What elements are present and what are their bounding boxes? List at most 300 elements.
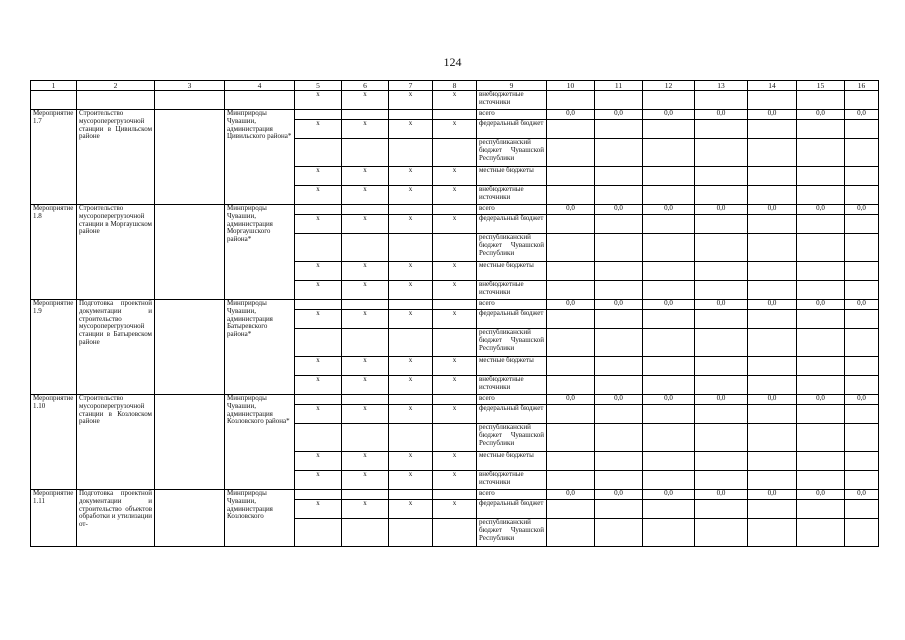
funding-value: 0,0: [595, 300, 643, 310]
funding-value: [797, 357, 845, 376]
event-title: Строительство мусороперегрузочной станции в Козловском районе: [77, 395, 155, 490]
funding-value: [797, 139, 845, 167]
empty-cell: [845, 91, 879, 110]
funding-value: [643, 262, 695, 281]
funding-value: [695, 452, 748, 471]
funding-value: [643, 120, 695, 139]
funding-value: [748, 167, 797, 186]
column-number: 14: [748, 81, 797, 91]
funding-value: [595, 215, 643, 234]
funding-value: [547, 519, 595, 547]
funding-value: [595, 167, 643, 186]
x-mark: х: [342, 262, 389, 281]
x-mark: х: [295, 262, 342, 281]
event-title: Подготовка проектной документации и строительство объектов обработки и утилизации от-: [77, 490, 155, 547]
x-mark: [433, 139, 477, 167]
funding-value: [643, 310, 695, 329]
funding-value: [845, 281, 879, 300]
table-row: [31, 490, 879, 500]
x-mark: х: [389, 452, 433, 471]
x-mark: [342, 234, 389, 262]
x-mark: [389, 329, 433, 357]
x-mark: х: [389, 215, 433, 234]
funding-source: местные бюджеты: [477, 262, 547, 281]
funding-source: федеральный бюджет: [477, 310, 547, 329]
funding-source: местные бюджеты: [477, 452, 547, 471]
funding-value: [643, 519, 695, 547]
funding-source: внебюджетные источники: [477, 471, 547, 490]
funding-value: 0,0: [695, 110, 748, 120]
funding-value: [595, 357, 643, 376]
funding-value: 0,0: [547, 300, 595, 310]
funding-value: [748, 405, 797, 424]
x-mark: [433, 490, 477, 500]
empty-cell: [748, 91, 797, 110]
funding-source: всего: [477, 490, 547, 500]
x-mark: [389, 110, 433, 120]
x-mark: х: [342, 500, 389, 519]
funding-value: [845, 120, 879, 139]
funding-value: [643, 234, 695, 262]
funding-value: [547, 329, 595, 357]
x-mark: х: [433, 262, 477, 281]
event-number: Мероприятие 1.8: [31, 205, 77, 300]
funding-value: [695, 234, 748, 262]
funding-value: [845, 376, 879, 395]
x-mark: х: [433, 452, 477, 471]
x-mark: х: [433, 167, 477, 186]
funding-value: [595, 500, 643, 519]
funding-value: [797, 281, 845, 300]
x-mark: х: [342, 281, 389, 300]
x-mark: х: [342, 310, 389, 329]
x-mark: [295, 519, 342, 547]
funding-value: [595, 329, 643, 357]
x-mark: х: [342, 471, 389, 490]
funding-value: 0,0: [595, 205, 643, 215]
funding-value: [797, 167, 845, 186]
funding-value: [748, 120, 797, 139]
funding-value: [547, 281, 595, 300]
funding-value: [748, 329, 797, 357]
x-mark: х: [342, 167, 389, 186]
funding-source: внебюджетные источники: [477, 376, 547, 395]
event-executor: Минприроды Чувашии, администрация Моргаушского района*: [225, 205, 295, 300]
funding-value: [595, 471, 643, 490]
funding-value: [695, 500, 748, 519]
column-number: 4: [225, 81, 295, 91]
funding-value: [643, 424, 695, 452]
funding-value: [643, 357, 695, 376]
event-number: Мероприятие 1.7: [31, 110, 77, 205]
funding-value: [643, 376, 695, 395]
column-number: 3: [155, 81, 225, 91]
x-mark: [389, 395, 433, 405]
x-mark: х: [389, 310, 433, 329]
x-mark: х: [433, 91, 477, 110]
x-mark: [342, 205, 389, 215]
funding-value: [547, 262, 595, 281]
x-mark: х: [342, 215, 389, 234]
funding-value: [695, 424, 748, 452]
column-number: 13: [695, 81, 748, 91]
x-mark: [433, 519, 477, 547]
funding-value: 0,0: [748, 110, 797, 120]
column-number: 6: [342, 81, 389, 91]
empty-cell: [547, 91, 595, 110]
x-mark: х: [389, 91, 433, 110]
funding-value: [695, 281, 748, 300]
column-number: 1: [31, 81, 77, 91]
funding-source: федеральный бюджет: [477, 500, 547, 519]
empty-cell: [225, 91, 295, 110]
funding-value: 0,0: [643, 490, 695, 500]
funding-value: [845, 262, 879, 281]
x-mark: [389, 490, 433, 500]
funding-value: [797, 519, 845, 547]
funding-value: [797, 471, 845, 490]
funding-value: 0,0: [797, 300, 845, 310]
funding-value: [797, 500, 845, 519]
funding-source: республиканский бюджет Чувашской Республики: [477, 329, 547, 357]
funding-value: [845, 310, 879, 329]
x-mark: х: [295, 167, 342, 186]
x-mark: х: [433, 500, 477, 519]
funding-value: 0,0: [845, 395, 879, 405]
x-mark: [342, 139, 389, 167]
funding-value: [595, 405, 643, 424]
x-mark: [295, 395, 342, 405]
x-mark: х: [342, 405, 389, 424]
x-mark: [342, 424, 389, 452]
funding-value: 0,0: [797, 110, 845, 120]
funding-source: республиканский бюджет Чувашской Республики: [477, 519, 547, 547]
funding-value: [748, 471, 797, 490]
funding-value: [845, 215, 879, 234]
funding-value: [643, 329, 695, 357]
x-mark: [295, 139, 342, 167]
funding-value: 0,0: [845, 110, 879, 120]
funding-value: [748, 215, 797, 234]
x-mark: х: [433, 357, 477, 376]
funding-value: [845, 471, 879, 490]
column-number: 9: [477, 81, 547, 91]
funding-value: 0,0: [797, 205, 845, 215]
funding-value: [595, 262, 643, 281]
x-mark: [295, 300, 342, 310]
funding-value: [643, 139, 695, 167]
funding-value: [695, 376, 748, 395]
funding-value: [695, 167, 748, 186]
x-mark: [295, 110, 342, 120]
funding-value: [695, 310, 748, 329]
funding-value: [595, 519, 643, 547]
funding-source: внебюджетные источники: [477, 281, 547, 300]
funding-value: [643, 471, 695, 490]
x-mark: [433, 110, 477, 120]
funding-source: федеральный бюджет: [477, 215, 547, 234]
funding-source: местные бюджеты: [477, 167, 547, 186]
x-mark: х: [433, 471, 477, 490]
x-mark: х: [295, 357, 342, 376]
funding-value: 0,0: [845, 205, 879, 215]
funding-value: [695, 139, 748, 167]
funding-value: [595, 376, 643, 395]
x-mark: х: [295, 91, 342, 110]
empty-cell: [31, 91, 77, 110]
empty-cell: [695, 91, 748, 110]
x-mark: х: [342, 120, 389, 139]
funding-value: 0,0: [643, 110, 695, 120]
x-mark: х: [433, 215, 477, 234]
empty-cell: [643, 91, 695, 110]
column-number: 12: [643, 81, 695, 91]
funding-value: [797, 186, 845, 205]
funding-value: [547, 500, 595, 519]
x-mark: х: [295, 215, 342, 234]
x-mark: [295, 234, 342, 262]
funding-value: [748, 357, 797, 376]
funding-value: [797, 376, 845, 395]
funding-value: [643, 215, 695, 234]
funding-value: [547, 139, 595, 167]
x-mark: [433, 424, 477, 452]
table-row: [31, 205, 879, 215]
x-mark: х: [389, 357, 433, 376]
funding-value: [547, 452, 595, 471]
x-mark: х: [389, 405, 433, 424]
event-executor: Минприроды Чувашии, администрация Козловского района*: [225, 395, 295, 490]
funding-source: республиканский бюджет Чувашской Республики: [477, 234, 547, 262]
funding-value: [797, 424, 845, 452]
event-title: Подготовка проектной документации и строительство мусороперегрузочной станции в Батыревском районе: [77, 300, 155, 395]
x-mark: х: [389, 281, 433, 300]
funding-value: [595, 281, 643, 300]
event-executor: Минприроды Чувашии, администрация Цивильского района*: [225, 110, 295, 205]
empty-cell: [155, 91, 225, 110]
funding-value: [845, 452, 879, 471]
x-mark: х: [342, 186, 389, 205]
funding-source: всего: [477, 300, 547, 310]
funding-value: [797, 329, 845, 357]
column-number: 15: [797, 81, 845, 91]
funding-value: [748, 234, 797, 262]
funding-value: [695, 215, 748, 234]
x-mark: [342, 395, 389, 405]
x-mark: х: [433, 281, 477, 300]
x-mark: х: [433, 376, 477, 395]
funding-value: [845, 424, 879, 452]
funding-value: [748, 262, 797, 281]
x-mark: х: [389, 471, 433, 490]
funding-value: [845, 234, 879, 262]
x-mark: х: [295, 120, 342, 139]
funding-value: [595, 310, 643, 329]
funding-value: 0,0: [547, 395, 595, 405]
event-title: Строительство мусороперегрузочной станции в Моргаушском районе: [77, 205, 155, 300]
funding-value: [695, 405, 748, 424]
empty-cell: [155, 490, 225, 547]
funding-value: [695, 186, 748, 205]
funding-value: [695, 357, 748, 376]
x-mark: х: [433, 310, 477, 329]
x-mark: х: [389, 120, 433, 139]
x-mark: [295, 490, 342, 500]
funding-value: [748, 424, 797, 452]
column-number: 11: [595, 81, 643, 91]
x-mark: х: [342, 357, 389, 376]
x-mark: х: [389, 167, 433, 186]
column-number: 7: [389, 81, 433, 91]
funding-value: [797, 405, 845, 424]
event-number: Мероприятие 1.11: [31, 490, 77, 547]
funding-value: 0,0: [643, 205, 695, 215]
x-mark: х: [433, 120, 477, 139]
empty-cell: [595, 91, 643, 110]
funding-value: 0,0: [695, 395, 748, 405]
funding-value: [748, 139, 797, 167]
funding-value: [595, 424, 643, 452]
x-mark: [433, 300, 477, 310]
event-number: Мероприятие 1.9: [31, 300, 77, 395]
funding-source: федеральный бюджет: [477, 405, 547, 424]
x-mark: х: [295, 471, 342, 490]
x-mark: [295, 329, 342, 357]
funding-value: 0,0: [748, 300, 797, 310]
empty-cell: [155, 395, 225, 490]
funding-value: 0,0: [595, 490, 643, 500]
funding-source: всего: [477, 205, 547, 215]
x-mark: [342, 110, 389, 120]
funding-value: 0,0: [748, 205, 797, 215]
funding-value: [547, 234, 595, 262]
table-row: [31, 110, 879, 120]
event-executor: Минприроды Чувашии, администрация Козловского: [225, 490, 295, 547]
funding-value: [547, 186, 595, 205]
x-mark: х: [295, 376, 342, 395]
funding-value: [547, 471, 595, 490]
empty-cell: [77, 91, 155, 110]
funding-value: [547, 167, 595, 186]
funding-value: [748, 500, 797, 519]
funding-value: [695, 471, 748, 490]
funding-source: федеральный бюджет: [477, 120, 547, 139]
funding-value: [643, 281, 695, 300]
funding-value: [845, 186, 879, 205]
funding-value: [643, 167, 695, 186]
column-number: 8: [433, 81, 477, 91]
x-mark: х: [342, 376, 389, 395]
column-number: 5: [295, 81, 342, 91]
event-title: Строительство мусороперегрузочной станции в Цивильском районе: [77, 110, 155, 205]
empty-cell: [155, 205, 225, 300]
x-mark: х: [295, 500, 342, 519]
funding-value: [643, 405, 695, 424]
funding-value: 0,0: [748, 490, 797, 500]
funding-value: 0,0: [845, 490, 879, 500]
funding-source: всего: [477, 110, 547, 120]
funding-value: [595, 234, 643, 262]
x-mark: х: [389, 376, 433, 395]
funding-value: 0,0: [595, 110, 643, 120]
funding-source: республиканский бюджет Чувашской Республики: [477, 424, 547, 452]
funding-value: [547, 120, 595, 139]
funding-value: [695, 329, 748, 357]
column-number: 10: [547, 81, 595, 91]
funding-value: 0,0: [695, 205, 748, 215]
x-mark: [389, 139, 433, 167]
funding-value: 0,0: [695, 300, 748, 310]
event-executor: Минприроды Чувашии, администрация Батыревского района*: [225, 300, 295, 395]
funding-value: 0,0: [547, 110, 595, 120]
funding-value: [695, 519, 748, 547]
funding-value: [547, 357, 595, 376]
x-mark: х: [342, 91, 389, 110]
funding-value: [797, 215, 845, 234]
x-mark: [389, 519, 433, 547]
funding-value: [547, 424, 595, 452]
funding-value: [797, 120, 845, 139]
funding-value: [748, 310, 797, 329]
x-mark: х: [342, 452, 389, 471]
funding-value: [748, 519, 797, 547]
funding-value: [595, 120, 643, 139]
funding-value: [547, 215, 595, 234]
column-number: 16: [845, 81, 879, 91]
funding-source: местные бюджеты: [477, 357, 547, 376]
funding-value: 0,0: [797, 395, 845, 405]
funding-value: [797, 262, 845, 281]
funding-value: [797, 234, 845, 262]
funding-value: [643, 500, 695, 519]
funding-value: 0,0: [797, 490, 845, 500]
funding-value: [643, 452, 695, 471]
x-mark: х: [389, 262, 433, 281]
funding-value: 0,0: [643, 300, 695, 310]
funding-value: [748, 281, 797, 300]
funding-value: 0,0: [595, 395, 643, 405]
x-mark: х: [295, 310, 342, 329]
funding-value: [797, 310, 845, 329]
x-mark: х: [295, 281, 342, 300]
funding-value: 0,0: [547, 490, 595, 500]
funding-value: [845, 329, 879, 357]
funding-value: [643, 186, 695, 205]
funding-value: [797, 452, 845, 471]
x-mark: х: [389, 500, 433, 519]
x-mark: [389, 234, 433, 262]
funding-source: республиканский бюджет Чувашской Республики: [477, 139, 547, 167]
x-mark: [389, 300, 433, 310]
funding-value: [748, 376, 797, 395]
funding-value: [845, 519, 879, 547]
x-mark: х: [433, 405, 477, 424]
empty-cell: [155, 300, 225, 395]
funding-value: 0,0: [845, 300, 879, 310]
x-mark: х: [295, 405, 342, 424]
x-mark: х: [433, 186, 477, 205]
funding-source: внебюджетные источники: [477, 186, 547, 205]
funding-value: [845, 357, 879, 376]
x-mark: [295, 424, 342, 452]
x-mark: [342, 519, 389, 547]
funding-value: [595, 452, 643, 471]
x-mark: [342, 300, 389, 310]
funding-source: всего: [477, 395, 547, 405]
event-number: Мероприятие 1.10: [31, 395, 77, 490]
funding-value: [845, 500, 879, 519]
funding-value: [547, 310, 595, 329]
